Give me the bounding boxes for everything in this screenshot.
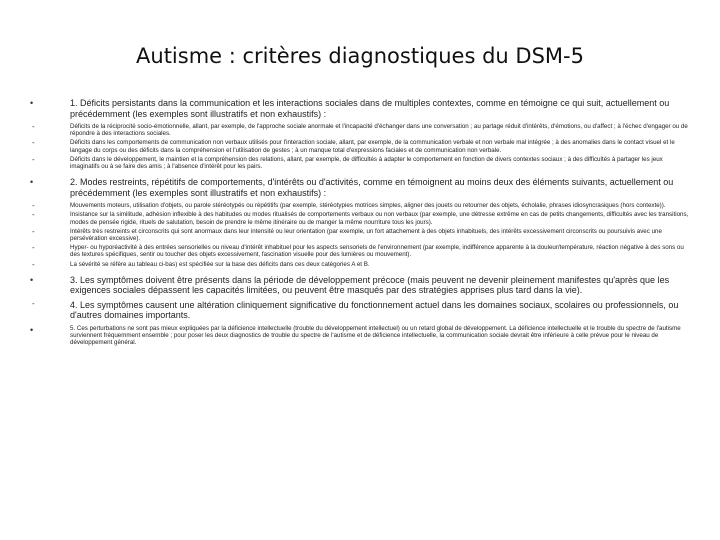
criterion-2-item (28, 211, 694, 225)
criterion-1-item-text: Déficits de la réciprocité socio-émotionnelle, allant, par exemple, de l'approche sociale anormale et l'incapacité d'échanger dans une conversation ; au partage réduit d'intérêts, d'émotions, ou d'affect ; à l'échec d'engager ou de répondre à des interactions sociales. (70, 123, 688, 138)
criterion-2 (28, 177, 694, 198)
criterion-2-item (28, 244, 694, 258)
criterion-1-text: 1. Déficits persistants dans la communication et les interactions sociales dans de multiples contextes, comme en témoigne ce qui suit, actuellement ou précédemment (les exemples sont illustratifs et non exhaustifs) : (70, 98, 670, 119)
criterion-2-item-text: Insistance sur la similitude, adhésion inflexible à des habitudes ou modes ritualisés de comportements verbaux ou non verbaux (par exemple, une détresse extrême en cas de petits changements, difficultés avec les transitions, modes de pensée rigide, rituels de salutation, besoin de prendre le même itinéraire ou de manger la même nourriture tous les jours). (70, 211, 689, 226)
criterion-2-item (28, 228, 694, 242)
criterion-2-item-text: Hyper- ou hyporéactivité à des entrées sensorielles ou niveau d'intérêt inhabituel pour les aspects sensoriels de l'environnement (par exemple, indifférence apparente à la douleur/température, réaction négative à des sons ou des textures spécifiques, sentir ou toucher des objets excessivement, fascination visuelle pour des lumières ou mouvement). (70, 244, 684, 259)
criterion-2-item-text: Mouvements moteurs, utilisation d'objets, ou parole stéréotypés ou répétitifs (par exemple, stéréotypies motrices simples, aligner des jouets ou retourner des objets, écholalie, phrases idiosyncrasiques (hors contexte)). (70, 202, 666, 210)
dash-marker: - (32, 226, 35, 236)
dash-marker: - (32, 154, 35, 164)
bullet-marker: • (30, 177, 34, 188)
page-title: Autisme : critères diagnostiques du DSM-5 (136, 44, 584, 68)
criterion-3 (28, 275, 694, 296)
criterion-2-item-text: Intérêts très restreints et circonscrits qui sont anormaux dans leur intensité ou leur orientation (par exemple, un fort attachement à des objets inhabituels, des intérêts excessivement circonscrits ou poursuivis avec une persévération excessive). (70, 227, 662, 243)
criterion-1-item-text: Déficits dans les comportements de communication non verbaux utilisés pour l'interaction sociale, allant, par exemple, de la communication verbale et non verbale mal intégrée ; à des anomalies dans le contact visuel et le langage du corps ou des déficits dans la compréhension et l'utilisation de gestes ; à un manque total d'expressions faciales et de communication non verbale. (70, 139, 675, 154)
criterion-1-item (28, 156, 694, 170)
criterion-2-item (28, 261, 694, 268)
bullet-marker: • (30, 274, 34, 285)
criterion-1-item (28, 123, 694, 137)
criterion-1-item-text: Déficits dans le développement, le maintien et la compréhension des relations, allant, par exemple, de difficultés à adapter le comportement en fonction de divers contextes sociaux ; à des difficultés à partager les jeux imaginatifs ou à se faire des amis ; à l'absence d'intérêt pour les pairs. (70, 155, 663, 171)
criteria-list (28, 98, 694, 348)
criterion-2-item (28, 202, 694, 209)
criterion-3-text: 3. Les symptômes doivent être présents dans la période de développement précoce (mais peuvent ne devenir pleinement manifestes qu'après que les exigences sociales dépassent les capacités limitées, ou peuvent être masqués par des stratégies apprises plus tard dans la vie). (70, 274, 670, 296)
dash-marker: - (32, 210, 35, 220)
criterion-2-item-text: La sévérité se réfère au tableau ci-bas) est spécifiée sur la base des déficits dans ces deux catégories A et B. (70, 260, 370, 268)
criterion-1 (28, 98, 694, 119)
criterion-5 (28, 325, 694, 347)
bullet-marker: • (30, 98, 34, 108)
criterion-4-text: 4. Les symptômes causent une altération cliniquement significative du fonctionnement actuel dans les domaines sociaux, scolaires ou professionnels, ou d'autres domaines importants. (70, 299, 679, 321)
dash-marker: - (32, 298, 35, 308)
criterion-1-item (28, 139, 694, 153)
criterion-4 (28, 300, 694, 321)
dash-marker: - (32, 138, 35, 148)
criterion-5-text: 5. Ces perturbations ne sont pas mieux expliquées par la déficience intellectuelle (trouble du développement intellectuel) ou un retard global de développement. La déficience intellectuelle et le trouble du spectre de l'autisme surviennent fréquemment ensemble ; pour poser les deux diagnostics de trouble du spectre de l'autisme et de déficience intellectuelle, la communication sociale devrait être inférieure à celle prévue pour le niveau de développement général. (70, 324, 681, 347)
dash-marker: - (32, 243, 35, 253)
criterion-2-text: 2. Modes restreints, répétitifs de comportements, d'intérêts ou d'activités, comme en témoignent au moins deux des éléments suivants, actuellement ou précédemment (les exemples sont illustratifs et non exhaustifs) : (70, 177, 674, 198)
dash-marker: - (32, 122, 35, 131)
bullet-marker: • (30, 324, 34, 335)
dash-marker: - (32, 259, 35, 269)
dash-marker: - (32, 201, 35, 211)
